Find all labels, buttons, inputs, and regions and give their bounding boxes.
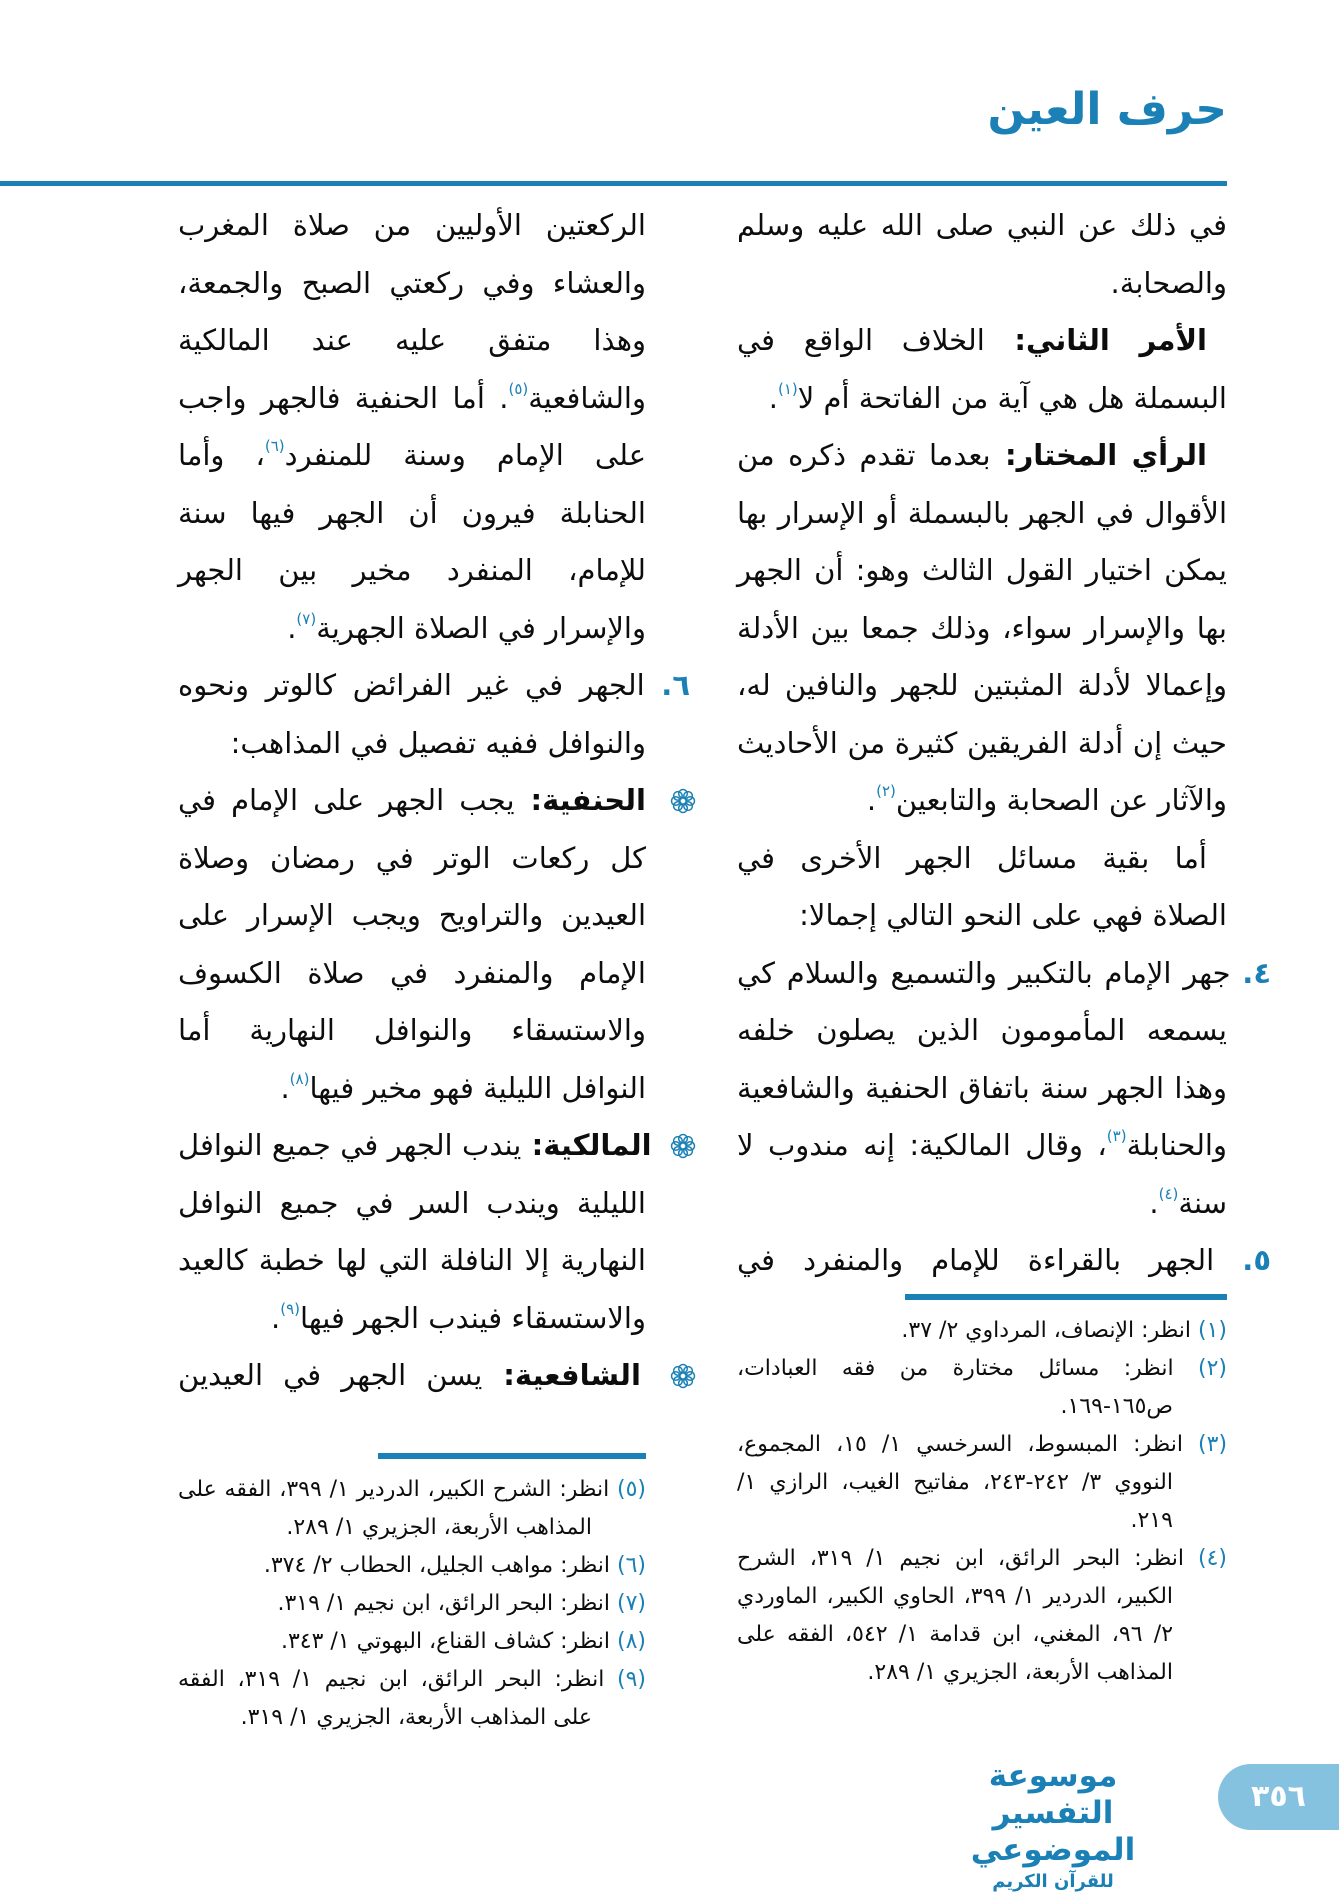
footnote-text: انظر: الإنصاف، المرداوي ٢/ ٣٧. [901, 1318, 1198, 1343]
logo-subtitle: للقرآن الكريم [992, 1870, 1114, 1892]
footnote-ref: (٥) [508, 379, 529, 398]
footnote-list-right [737, 1312, 1227, 1692]
paragraph-number: ٦. [661, 668, 691, 702]
body-paragraph [178, 657, 691, 772]
footnote-marker: (٦) [616, 1553, 646, 1578]
footnote-ref: (٤) [1158, 1184, 1179, 1203]
footnote-ref: (٩) [280, 1299, 300, 1318]
footnote-text: انظر: البحر الرائق، ابن نجيم ١/ ٣١٩، الفقه على المذاهب الأربعة، الجزيري ١/ ٣١٩. [178, 1667, 617, 1730]
body-text: . أما الحنفية فالجهر واجب على الإمام وسنة للمنفرد [178, 380, 647, 472]
footnote-marker: (٤) [1198, 1546, 1228, 1571]
footnote-marker: (١) [1197, 1318, 1227, 1343]
paragraph-number: ٥. [1242, 1243, 1272, 1277]
lead-keyword: المالكية: [521, 1128, 652, 1162]
flower-rosette-icon [670, 1133, 696, 1159]
footnote [737, 1540, 1227, 1692]
body-paragraph [737, 427, 1227, 830]
body-text: بعدما تقدم ذكره من الأقوال في الجهر بالبسملة أو الإسرار بها يمكن اختيار القول الثالث وهو: أن الجهر بها والإسرار سواء، وذلك جمعا بين الأدلة وإعمالا لأدلة المثبتين للجهر والنافين له، حيث إن أدلة الفريقين كثيرة من الأحاديث والآثار عن الصحابة والتابعين [737, 438, 1227, 817]
body-text: الجهر في غير الفرائض كالوتر ونحوه والنوافل ففيه تفصيل في المذاهب: [178, 668, 646, 760]
footnote-text: انظر: البحر الرائق، ابن نجيم ١/ ٣١٩. [277, 1591, 617, 1616]
footnote-marker: (٩) [617, 1667, 647, 1692]
column-right [737, 197, 1272, 1299]
footnote-marker: (٣) [1198, 1432, 1228, 1457]
body-text: يندب الجهر في جميع النوافل الليلية ويندب السر في جميع النوافل النهارية إلا النافلة التي لها خطبة كالعيد والاستسقاء فيندب الجهر فيها [178, 1128, 646, 1335]
footnote-separator [905, 1294, 1227, 1300]
body-text: ، وأما الحنابلة فيرون أن الجهر فيها سنة للإمام، المنفرد مخير بين الجهر والإسرار في الصلاة الجهرية [178, 438, 646, 645]
footnote [178, 1661, 646, 1737]
lead-keyword: الحنفية: [514, 783, 646, 817]
footnote-text: انظر: مواهب الجليل، الحطاب ٢/ ٣٧٤. [263, 1553, 617, 1578]
body-text: في ذلك عن النبي صلى الله عليه وسلم والصحابة. [737, 208, 1227, 300]
footnote-marker: (٨) [616, 1629, 646, 1654]
body-text: . [270, 1300, 281, 1335]
flower-rosette-icon [670, 788, 696, 814]
footnote-ref: (٣) [1106, 1127, 1127, 1145]
body-paragraph [737, 1232, 1272, 1290]
body-paragraph [737, 312, 1227, 427]
footnote [737, 1350, 1227, 1426]
body-paragraph [737, 945, 1272, 1233]
footnote-marker: (٥) [617, 1477, 647, 1502]
footnote-ref: (١) [777, 379, 798, 398]
body-paragraph [178, 1347, 646, 1405]
footnote-ref: (٨) [289, 1069, 310, 1088]
lead-keyword: الرأي المختار: [990, 438, 1207, 472]
footnote [178, 1623, 646, 1661]
footnote-text: انظر: الشرح الكبير، الدردير ١/ ٣٩٩، الفقه على المذاهب الأربعة، الجزيري ١/ ٢٨٩. [178, 1477, 617, 1540]
body-text: يجب الجهر على الإمام في كل ركعات الوتر في رمضان وصلاة العيدين والتراويح ويجب الإسرار على الإمام والمنفرد في صلاة الكسوف والاستسقاء والنوافل النهارية أما النوافل الليلية فهو مخير فيها [178, 783, 646, 1105]
body-paragraph [178, 197, 646, 657]
flower-rosette-icon [670, 1363, 696, 1389]
body-text: يسن الجهر في العيدين [178, 1358, 483, 1392]
footnote [737, 1312, 1227, 1350]
footnote [178, 1471, 646, 1547]
footnote-text: انظر: المبسوط، السرخسي ١/ ١٥، المجموع، النووي ٣/ ٢٤٢-٢٤٣، مفاتيح الغيب، الرازي ١/ ٢١٩. [737, 1432, 1199, 1533]
body-text: . [866, 783, 877, 817]
body-text: الركعتين الأوليين من صلاة المغرب والعشاء وفي ركعتي الصبح والجمعة، وهذا متفق عليه عند المالكية والشافعية [178, 208, 646, 415]
header-rule [0, 181, 1227, 186]
footnotes-right [737, 1294, 1227, 1692]
body-text: أما بقية مسائل الجهر الأخرى في الصلاة فهي على النحو التالي إجمالا: [737, 840, 1227, 932]
footnotes-left [178, 1453, 646, 1737]
footnote-text: انظر: مسائل مختارة من فقه العبادات، ص١٦٥-١٦٩. [737, 1356, 1198, 1419]
chapter-header-title: حرف العين [987, 84, 1227, 135]
paragraph-number: ٤. [1242, 955, 1272, 990]
body-paragraph [178, 1117, 652, 1347]
page-number-badge: ٣٥٦ [1218, 1764, 1339, 1830]
footnote-marker: (٧) [616, 1591, 646, 1616]
footnote-list-left [178, 1471, 646, 1737]
footnote-ref: (٧) [296, 609, 317, 628]
body-text: الجهر بالقراءة للإمام والمنفرد في [737, 1243, 1215, 1277]
column-left [178, 197, 691, 1465]
footnote-text: انظر: البحر الرائق، ابن نجيم ١/ ٣١٩، الشرح الكبير، الدردير ١/ ٣٩٩، الحاوي الكبير، الماوردي ٢/ ٩٦، المغني، ابن قدامة ١/ ٥٤٢، الفقه على المذاهب الأربعة، الجزيري ١/ ٢٨٩. [737, 1546, 1198, 1685]
body-text: الخلاف الواقع في البسملة هل هي آية من الفاتحة أم لا [737, 323, 1227, 415]
footnote-marker: (٢) [1197, 1356, 1227, 1381]
footnote-text: انظر: كشاف القناع، البهوتي ١/ ٣٤٣. [280, 1629, 617, 1654]
body-text: . [287, 610, 297, 645]
lead-keyword: الأمر الثاني: [984, 323, 1207, 357]
footnote [178, 1585, 646, 1623]
footnote [178, 1547, 646, 1585]
footnote-ref: (٢) [876, 782, 896, 800]
footnote-ref: (٦) [264, 437, 285, 455]
body-text: . [280, 1070, 290, 1105]
body-text: . [768, 380, 778, 415]
footnote-separator [378, 1453, 646, 1459]
body-paragraph [737, 197, 1227, 312]
publisher-logo [926, 1758, 1180, 1892]
body-paragraph [737, 830, 1227, 945]
footnote [737, 1426, 1227, 1540]
body-text: . [1149, 1185, 1159, 1220]
body-text: ، وقال المالكية: إنه مندوب لا سنة [737, 1128, 1227, 1220]
body-paragraph [178, 772, 646, 1117]
logo-title: موسوعة التفسير الموضوعي [970, 1758, 1136, 1869]
body-text: جهر الإمام بالتكبير والتسميع والسلام كي يسمعه المأمومون الذين يصلون خلفه وهذا الجهر سنة باتفاق الحنفية والشافعية والحنابلة [737, 955, 1231, 1162]
lead-keyword: الشافعية: [482, 1358, 641, 1392]
